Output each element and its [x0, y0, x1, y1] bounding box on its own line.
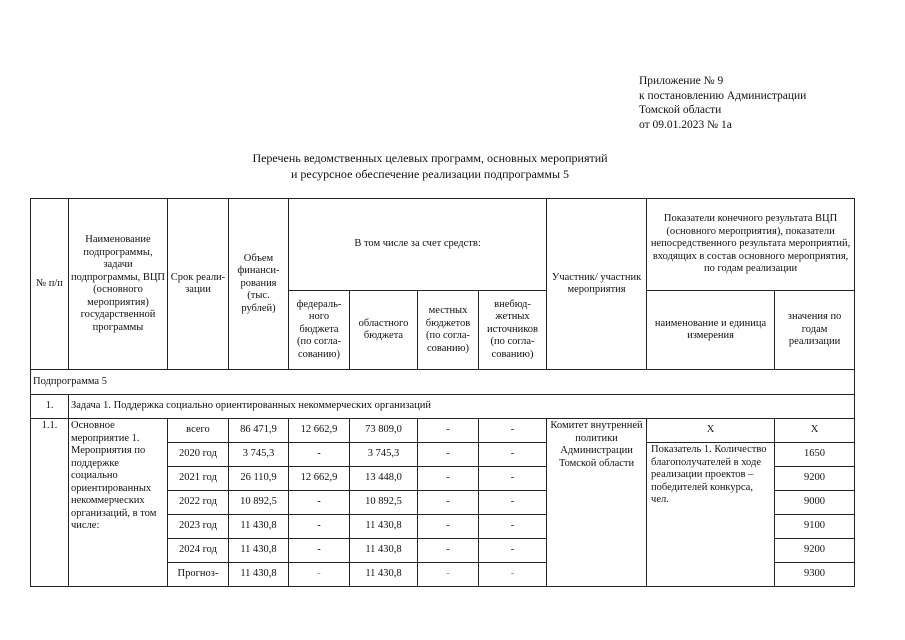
row-term: 2020 год: [168, 443, 229, 467]
header-indicator-name: наименование и единица измерения: [647, 291, 775, 370]
row-offbudget: -: [479, 467, 547, 491]
row-term: Прогноз-: [168, 563, 229, 587]
header-row: [31, 199, 855, 291]
header-sources: В том числе за счет средств:: [289, 199, 547, 291]
row-term: 2024 год: [168, 539, 229, 563]
header-federal: федераль-ного бюджета (по согла-сованию): [289, 291, 350, 370]
row-regional: 10 892,5: [350, 491, 418, 515]
row-federal: 12 662,9: [289, 467, 350, 491]
row-local: -: [418, 419, 479, 443]
title-line: Перечень ведомственных целевых программ, основных мероприятий: [252, 151, 608, 165]
row-local: -: [418, 491, 479, 515]
row-indicator-value: 9000: [775, 491, 855, 515]
row-volume: 3 745,3: [229, 443, 289, 467]
row-federal: -: [289, 515, 350, 539]
row-regional: 3 745,3: [350, 443, 418, 467]
row-indicator-value: Х: [775, 419, 855, 443]
row-term: 2023 год: [168, 515, 229, 539]
appendix-line: Томской области: [639, 104, 722, 116]
row-term: 2022 год: [168, 491, 229, 515]
row-volume: 11 430,8: [229, 539, 289, 563]
row-offbudget: -: [479, 443, 547, 467]
title-line: и ресурсное обеспечение реализации подпрограммы 5: [290, 166, 570, 181]
header-participant: Участник/ участник мероприятия: [547, 199, 647, 370]
row-regional: 13 448,0: [350, 467, 418, 491]
row-volume: 10 892,5: [229, 491, 289, 515]
row-offbudget: -: [479, 539, 547, 563]
document-title: [170, 151, 690, 182]
row-local: -: [418, 443, 479, 467]
row-volume: 11 430,8: [229, 515, 289, 539]
row-regional: 11 430,8: [350, 539, 418, 563]
row-volume: 86 471,9: [229, 419, 289, 443]
row-local: -: [418, 515, 479, 539]
appendix-note: [639, 74, 806, 132]
measure-name: Основное мероприятие 1. Мероприятия по поддержке социально ориентированных некоммерческих организаций, в том числе:: [69, 419, 168, 587]
table-row: [31, 419, 855, 443]
row-indicator-value: 9200: [775, 467, 855, 491]
row-regional: 11 430,8: [350, 515, 418, 539]
row-federal: -: [289, 563, 350, 587]
appendix-line: Приложение № 9: [639, 75, 724, 87]
row-term: 2021 год: [168, 467, 229, 491]
row-local: -: [418, 467, 479, 491]
header-offbudget: внебюд-жетных источников (по согла-сованию): [479, 291, 547, 370]
measure-participant: Комитет внутренней политики Администрации Томской области: [547, 419, 647, 587]
header-indicators: Показатели конечного результата ВЦП (основного мероприятия), показатели непосредственного результата мероприятий, входящих в состав основного мероприятия, по годам реализации: [647, 199, 855, 291]
header-name: Наименование подпрограммы, задачи подпрограммы, ВЦП (основного мероприятия) государственной программы: [69, 199, 168, 370]
row-regional: 73 809,0: [350, 419, 418, 443]
row-volume: 26 110,9: [229, 467, 289, 491]
measure-num: 1.1.: [31, 419, 69, 587]
row-offbudget: -: [479, 419, 547, 443]
row-indicator-value: 9300: [775, 563, 855, 587]
program-table: [30, 198, 855, 587]
appendix-line: от 09.01.2023 № 1а: [639, 118, 732, 131]
appendix-line: к постановлению Администрации: [639, 89, 807, 102]
indicator-name: Показатель 1. Количество благополучателей в ходе реализации проектов – победителей конкурса, чел.: [647, 443, 775, 587]
header-term: Срок реали-зации: [168, 199, 229, 370]
task-row: [31, 395, 855, 419]
row-federal: -: [289, 491, 350, 515]
row-federal: -: [289, 443, 350, 467]
row-indicator-value: 1650: [775, 443, 855, 467]
header-indicator-values: значения по годам реализации: [775, 291, 855, 370]
row-volume: 11 430,8: [229, 563, 289, 587]
row-indicator-name: Х: [647, 419, 775, 443]
task-num: 1.: [31, 395, 69, 419]
row-federal: 12 662,9: [289, 419, 350, 443]
row-offbudget: -: [479, 563, 547, 587]
row-offbudget: -: [479, 491, 547, 515]
subprogram-row: [31, 370, 855, 395]
row-federal: -: [289, 539, 350, 563]
row-local: -: [418, 539, 479, 563]
row-offbudget: -: [479, 515, 547, 539]
task-text: Задача 1. Поддержка социально ориентированных некоммерческих организаций: [69, 395, 855, 419]
subprogram-label: Подпрограмма 5: [31, 370, 855, 395]
header-regional: областного бюджета: [350, 291, 418, 370]
row-regional: 11 430,8: [350, 563, 418, 587]
header-volume: Объем финанси-рования (тыс. рублей): [229, 199, 289, 370]
header-num: № п/п: [31, 199, 69, 370]
row-term: всего: [168, 419, 229, 443]
header-local: местных бюджетов (по согла-сованию): [418, 291, 479, 370]
row-indicator-value: 9100: [775, 515, 855, 539]
row-indicator-value: 9200: [775, 539, 855, 563]
row-local: -: [418, 563, 479, 587]
